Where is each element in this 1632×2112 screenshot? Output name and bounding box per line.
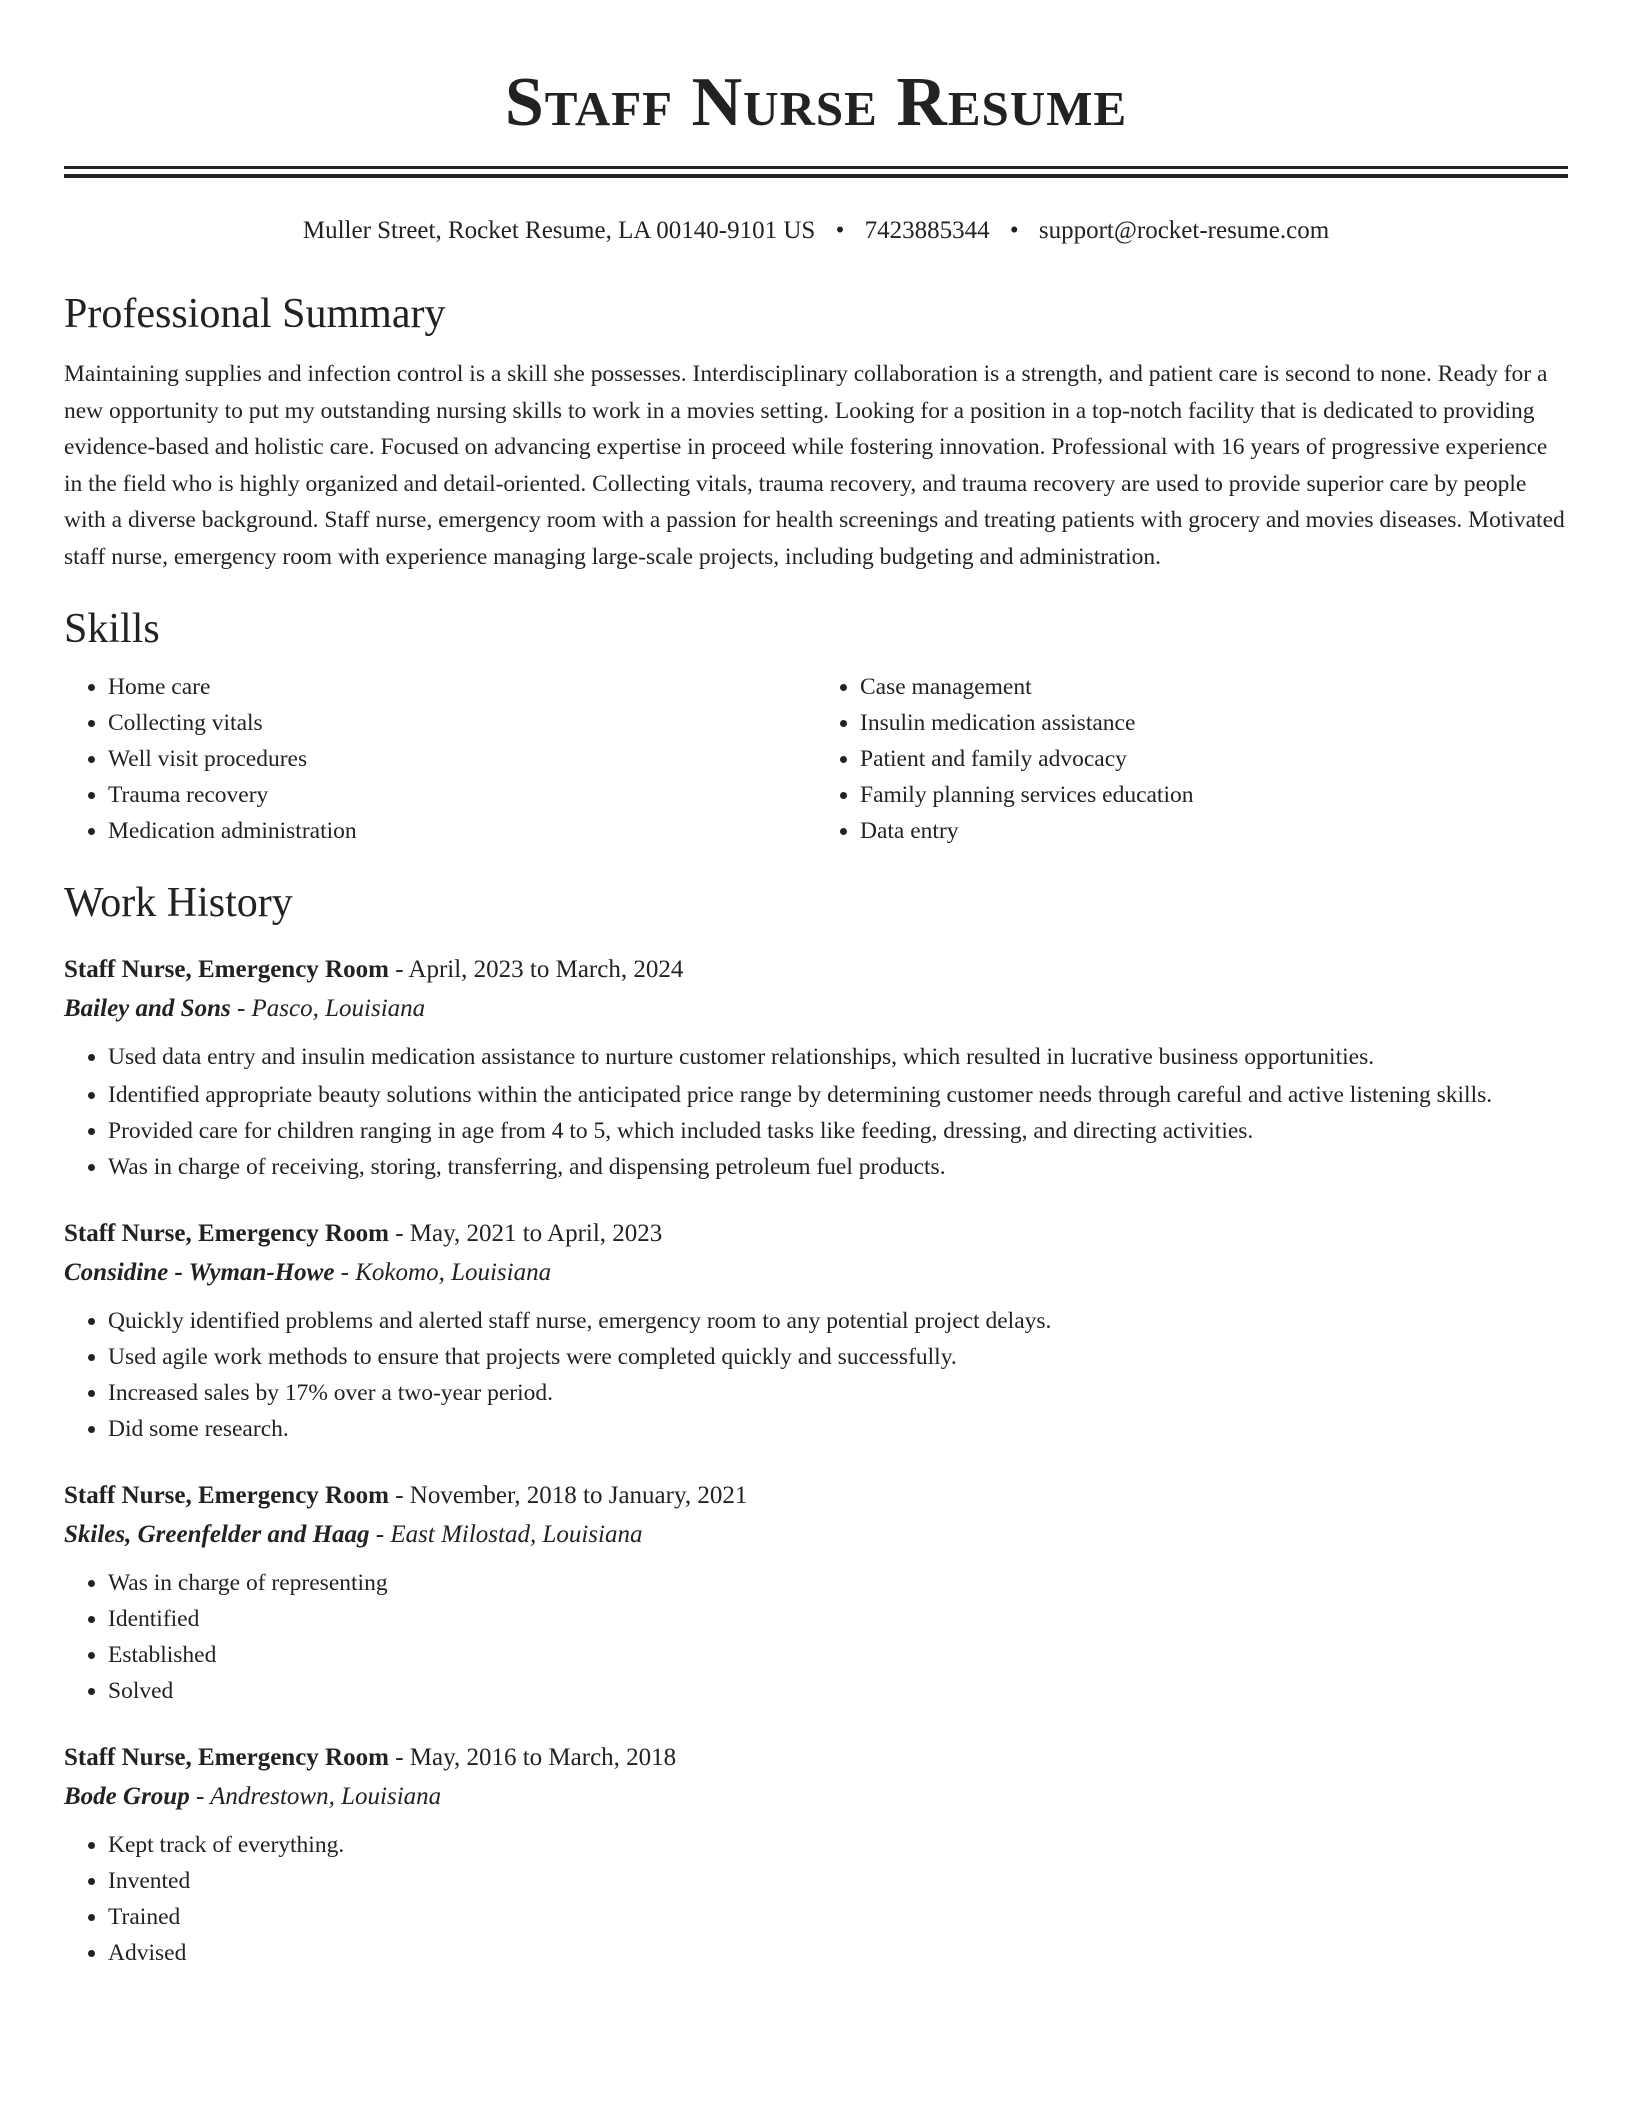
job-bullet: • Was in charge of receiving, storing, transferring, and dispensing petroleum fuel products. xyxy=(108,1149,1568,1185)
job-bullet: • Solved xyxy=(108,1673,1568,1709)
job-dates: April, 2023 to March, 2024 xyxy=(408,956,684,983)
contact-address: Muller Street, Rocket Resume, LA 00140-9101 US xyxy=(302,217,816,244)
skills-column-right xyxy=(816,669,1568,849)
job-bullet: • Used agile work methods to ensure that projects were completed quickly and successfully. xyxy=(108,1339,1568,1375)
job-entry xyxy=(64,951,1568,1185)
contact-separator: • xyxy=(835,217,845,244)
job-dash: - xyxy=(395,1482,410,1509)
job-bullet: • Identified xyxy=(108,1601,1568,1637)
job-entry xyxy=(64,1215,1568,1447)
job-title-line xyxy=(64,1477,1568,1515)
job-bullet: • Provided care for children ranging in age from 4 to 5, which included tasks like feeding, dressing, and directing activities. xyxy=(108,1113,1568,1149)
job-bullets xyxy=(64,1827,1568,1971)
work-history-heading: Work History xyxy=(64,880,293,926)
job-company: Bailey and Sons xyxy=(64,995,231,1022)
job-title-line xyxy=(64,951,1568,989)
job-entry xyxy=(64,1739,1568,1971)
skills-list xyxy=(64,669,1568,849)
job-company: Bode Group xyxy=(64,1783,190,1810)
job-bullet: • Kept track of everything. xyxy=(108,1827,1568,1863)
summary-text: Maintaining supplies and infection control is a skill she possesses. Interdisciplinary collaboration is a strength, and patient care is second to none. Ready for a new opportunity to put my outstanding nursing skills to work in a movies setting. Looking for a position in a top-notch facility that is dedicated to providing evidence-based and holistic care. Focused on advancing expertise in proceed while fostering innovation. Professional with 16 years of progressive experience in the field who is highly organized and detail-oriented. Collecting vitals, trauma recovery, and trauma recovery are used to provide superior care by people with a diverse background. Staff nurse, emergency room with a passion for health screenings and treating patients with grocery and movies diseases. Motivated staff nurse, emergency room with experience managing large-scale projects, including budgeting and administration. xyxy=(64,361,1565,570)
resume-title: Staff Nurse Resume xyxy=(504,64,1128,141)
job-bullet: • Was in charge of representing xyxy=(108,1565,1568,1601)
skills-heading: Skills xyxy=(64,606,160,652)
job-dash: - xyxy=(395,1744,410,1771)
skill-item: • Collecting vitals xyxy=(108,705,816,741)
job-location: Kokomo, Louisiana xyxy=(355,1259,552,1286)
job-title-line xyxy=(64,1739,1568,1777)
job-location: Andrestown, Louisiana xyxy=(210,1783,442,1810)
job-location: Pasco, Louisiana xyxy=(251,995,426,1022)
title-divider xyxy=(64,166,1568,178)
job-company: Considine - Wyman-Howe xyxy=(64,1259,335,1286)
skill-item: • Insulin medication assistance xyxy=(860,705,1568,741)
job-location: East Milostad, Louisiana xyxy=(390,1521,643,1548)
summary-heading: Professional Summary xyxy=(64,291,446,337)
job-bullet: • Trained xyxy=(108,1899,1568,1935)
job-role: Staff Nurse, Emergency Room xyxy=(64,1482,389,1509)
job-bullet: • Established xyxy=(108,1637,1568,1673)
job-bullets xyxy=(64,1303,1568,1447)
job-bullet: • Used data entry and insulin medication assistance to nurture customer relationships, which resulted in lucrative business opportunities. xyxy=(108,1039,1568,1075)
job-entry xyxy=(64,1477,1568,1709)
job-company-line xyxy=(64,1253,1568,1293)
job-bullet: • Increased sales by 17% over a two-year period. xyxy=(108,1375,1568,1411)
job-dash: - xyxy=(395,956,409,983)
contact-line xyxy=(64,214,1568,248)
contact-email: support@rocket-resume.com xyxy=(1038,217,1330,244)
job-dates: May, 2016 to March, 2018 xyxy=(409,1744,677,1771)
job-role: Staff Nurse, Emergency Room xyxy=(64,956,389,983)
job-company: Skiles, Greenfelder and Haag xyxy=(64,1521,370,1548)
job-bullet: • Identified appropriate beauty solutions within the anticipated price range by determining customer needs through careful and active listening skills. xyxy=(108,1077,1568,1113)
contact-phone: 7423885344 xyxy=(864,217,990,244)
job-company-line xyxy=(64,1515,1568,1555)
job-dash: - xyxy=(340,1259,356,1286)
job-dash: - xyxy=(195,1783,211,1810)
job-bullets xyxy=(64,1039,1568,1185)
job-bullet: • Quickly identified problems and alerted staff nurse, emergency room to any potential project delays. xyxy=(108,1303,1568,1339)
job-role: Staff Nurse, Emergency Room xyxy=(64,1744,389,1771)
job-bullet: • Invented xyxy=(108,1863,1568,1899)
skill-item: • Well visit procedures xyxy=(108,741,816,777)
job-dates: November, 2018 to January, 2021 xyxy=(409,1482,748,1509)
job-role: Staff Nurse, Emergency Room xyxy=(64,1220,389,1247)
job-bullets xyxy=(64,1565,1568,1709)
skill-item: • Home care xyxy=(108,669,816,705)
contact-separator: • xyxy=(1009,217,1019,244)
job-dates: May, 2021 to April, 2023 xyxy=(409,1220,663,1247)
job-bullet: • Advised xyxy=(108,1935,1568,1971)
skill-item: • Data entry xyxy=(860,813,1568,849)
skill-item: • Case management xyxy=(860,669,1568,705)
job-company-line xyxy=(64,1777,1568,1817)
skill-item: • Patient and family advocacy xyxy=(860,741,1568,777)
job-dash: - xyxy=(236,995,252,1022)
skill-item: • Trauma recovery xyxy=(108,777,816,813)
job-dash: - xyxy=(395,1220,410,1247)
job-bullet: • Did some research. xyxy=(108,1411,1568,1447)
job-company-line xyxy=(64,989,1568,1029)
skill-item: • Family planning services education xyxy=(860,777,1568,813)
job-title-line xyxy=(64,1215,1568,1253)
skill-item: • Medication administration xyxy=(108,813,816,849)
skills-column-left xyxy=(64,669,816,849)
job-dash: - xyxy=(375,1521,391,1548)
